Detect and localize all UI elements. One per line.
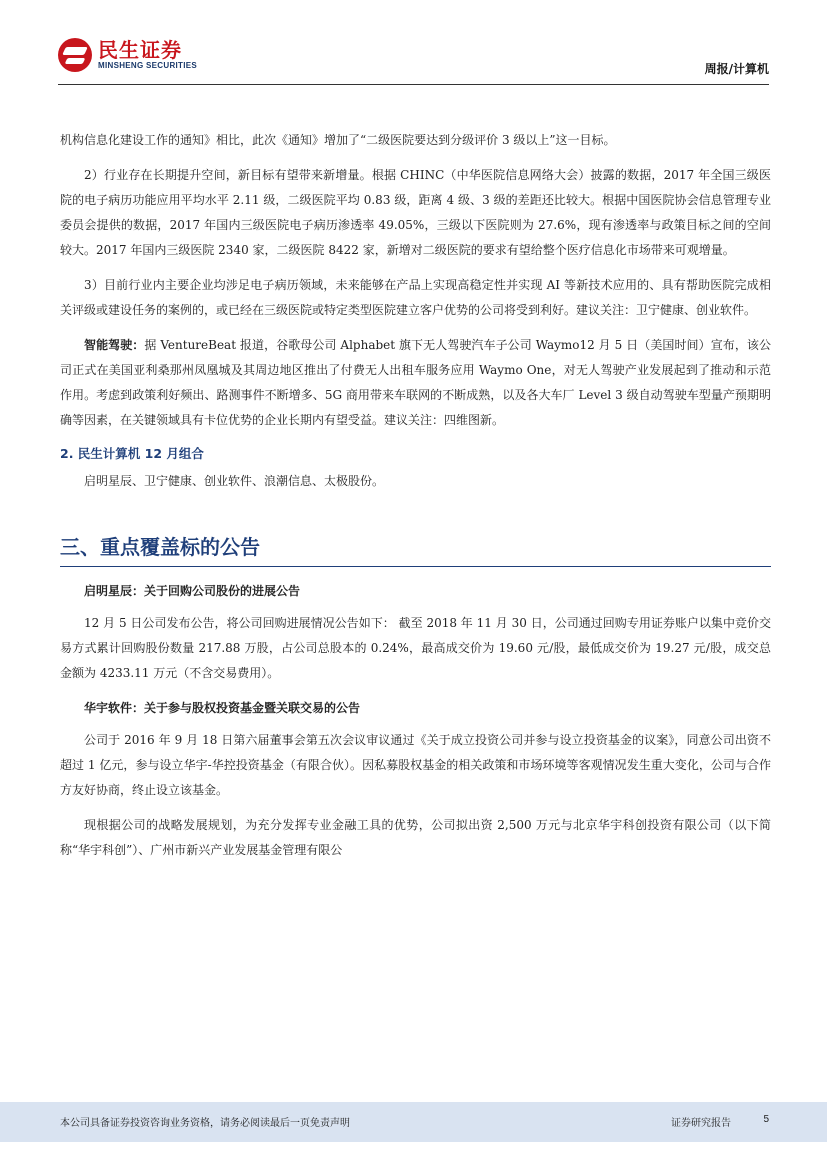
notice-body: 公司于 2016 年 9 月 18 日第六届董事会第五次会议审议通过《关于成立投资公司并参与设立投资基金的议案》，同意公司出资不超过 1 亿元，参与设立华宇-华控投资基金（有限合伙）。因私募股权基金的相关政策和市场环境等客观情况发生重大变化，公司与合作方友好协商，终止设立该基金。 — [60, 733, 771, 797]
subsection-heading: 2. 民生计算机 12 月组合 — [60, 446, 204, 461]
notice-title: 启明星辰：关于回购公司股份的进展公告 — [84, 584, 301, 598]
notice-body: 现根据公司的战略发展规划，为充分发挥专业金融工具的优势，公司拟出资 2,500 万元与北京华宇科创投资有限公司（以下简称“华宇科创”）、广州市新兴产业发展基金管理有限公 — [60, 818, 771, 857]
section-heading: 三、重点覆盖标的公告 — [60, 532, 771, 567]
paragraph-autonomous-driving — [60, 333, 771, 433]
paragraph-emr-companies: 3）目前行业内主要企业均涉足电子病历领域，未来能够在产品上实现高稳定性并实现 AI 等新技术应用的、具有帮助医院完成相关评级或建设任务的案例的，或已经在三级医院或特定类型医院建立客户优势的公司将受到利好。建议关注：卫宁健康、创业软件。 — [60, 278, 771, 317]
page-header — [0, 0, 827, 90]
report-type: 周报/计算机 — [704, 62, 769, 76]
paragraph-lead-label: 智能驾驶： — [84, 338, 145, 352]
footer-report-label: 证券研究报告 — [671, 1118, 731, 1129]
company-logo — [58, 38, 197, 72]
notice-body: 12 月 5 日公司发布公告，将公司回购进展情况公告如下： 截至 2018 年 11 月 30 日，公司通过回购专用证券账户以集中竞价交易方式累计回购股份数量 217.88 万股，占公司总股本的 0.24%，最高成交价为 19.60 元/股，最低成交价为 19.27 元/股，成交总金额为 4233.11 万元（不含交易费用）。 — [60, 616, 771, 680]
header-divider — [58, 84, 769, 85]
page-footer — [0, 1102, 827, 1142]
logo-english-name: MINSHENG SECURITIES — [98, 61, 198, 70]
footer-disclaimer: 本公司具备证券投资咨询业务资格，请务必阅读最后一页免责声明 — [60, 1118, 350, 1129]
paragraph-growth-space: 2）行业存在长期提升空间，新目标有望带来新增量。根据 CHINC（中华医院信息网络大会）披露的数据，2017 年全国三级医院的电子病历功能应用平均水平 2.11 级，二级医院平均 0.83 级，距离 4 级、3 级的差距还比较大。根据中国医院协会信息管理专业委员会提供的数据，2017 年国内三级医院电子病历渗透率 49.05%，三级以下医院则为 27.6%，现有渗透率与政策目标之间的空间较大。2017 年国内三级医院 2340 家，二级医院 8422 家，新增对二级医院的要求有望给整个医疗信息化市场带来可观增量。 — [60, 168, 771, 257]
paragraph-continued: 机构信息化建设工作的通知》相比，此次《通知》增加了“二级医院要达到分级评价 3 级以上”这一目标。 — [60, 133, 616, 147]
paragraph-body: 据 VentureBeat 报道，谷歌母公司 Alphabet 旗下无人驾驶汽车子公司 Waymo12 月 5 日（美国时间）宣布，该公司正式在美国亚利桑那州凤凰城及其周边地区推出了付费无人出租车服务应用 Waymo One，对无人驾驶产业发展起到了推动和示范作用。考虑到政策利好频出、路测事件不断增多、5G 商用带来车联网的不断成熟，以及各大车厂 Level 3 级自动驾驶车型量产预期明确等因素，在关键领域具有卡位优势的企业长期内有望受益。建议关注：四维图新。 — [60, 338, 771, 427]
document-body — [60, 128, 771, 873]
portfolio-list: 启明星辰、卫宁健康、创业软件、浪潮信息、太极股份。 — [84, 474, 385, 488]
page-number: 5 — [763, 1114, 769, 1125]
logo-chinese-name: 民生证券 — [98, 38, 182, 62]
notice-title: 华宇软件：关于参与股权投资基金暨关联交易的公告 — [84, 701, 361, 715]
minsheng-logo-icon — [58, 38, 92, 72]
